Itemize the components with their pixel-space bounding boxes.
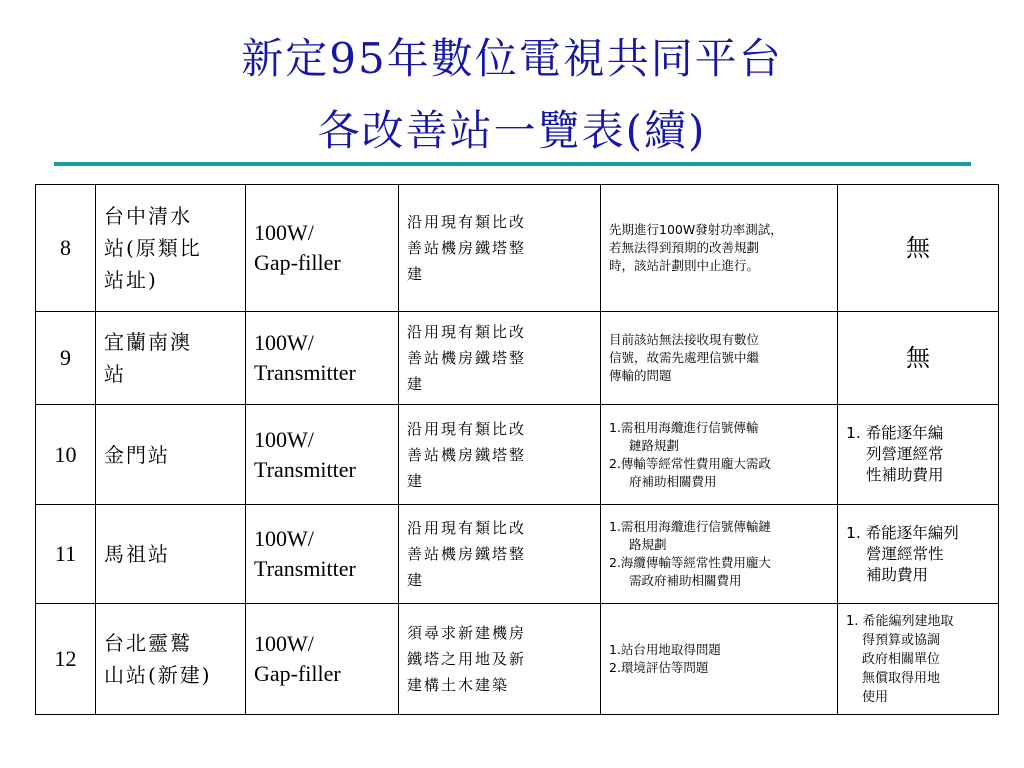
station-name: 宜蘭南澳 站 [96, 312, 246, 405]
station-number: 10 [36, 405, 96, 505]
station-assistance: 無 [838, 185, 999, 312]
station-assistance: 1. 希能編列建地取 得預算或協調 政府相關單位 無償取得用地 使用 [838, 604, 999, 715]
station-issues: 1.需租用海纜進行信號傳輸 鏈路規劃 2.傳輸等經常性費用龐大需政 府補助相關費用 [601, 405, 838, 505]
station-issues: 目前該站無法接收現有數位 信號，故需先處理信號中繼 傳輸的問題 [601, 312, 838, 405]
table-row [36, 405, 999, 505]
station-plan: 沿用現有類比改 善站機房鐵塔整 建 [399, 405, 601, 505]
station-plan: 沿用現有類比改 善站機房鐵塔整 建 [399, 185, 601, 312]
station-plan: 須尋求新建機房 鐵塔之用地及新 建構土木建築 [399, 604, 601, 715]
station-number: 8 [36, 185, 96, 312]
table-row [36, 312, 999, 405]
station-name: 台北靈鷲 山站(新建) [96, 604, 246, 715]
station-plan: 沿用現有類比改 善站機房鐵塔整 建 [399, 312, 601, 405]
station-assistance: 1. 希能逐年編 列營運經常 性補助費用 [838, 405, 999, 505]
station-plan: 沿用現有類比改 善站機房鐵塔整 建 [399, 505, 601, 604]
station-number: 11 [36, 505, 96, 604]
title-divider [54, 162, 971, 166]
station-table [35, 184, 999, 715]
slide-title-line1: 新定95年數位電視共同平台 [241, 34, 783, 83]
station-issues: 先期進行100W發射功率測試， 若無法得到預期的改善規劃 時，該站計劃則中止進行。 [601, 185, 838, 312]
station-power: 100W/ Transmitter [246, 405, 399, 505]
table-row [36, 185, 999, 312]
station-issues: 1.需租用海纜進行信號傳輸鏈 路規劃 2.海纜傳輸等經常性費用龐大 需政府補助相關費用 [601, 505, 838, 604]
station-name: 台中清水 站(原類比 站址) [96, 185, 246, 312]
station-power: 100W/ Gap-filler [246, 604, 399, 715]
station-power: 100W/ Transmitter [246, 312, 399, 405]
station-name: 馬祖站 [96, 505, 246, 604]
station-power: 100W/ Transmitter [246, 505, 399, 604]
station-assistance: 1. 希能逐年編列 營運經常性 補助費用 [838, 505, 999, 604]
station-name: 金門站 [96, 405, 246, 505]
station-power: 100W/ Gap-filler [246, 185, 399, 312]
station-number: 12 [36, 604, 96, 715]
station-assistance: 無 [838, 312, 999, 405]
slide-title-line2: 各改善站一覽表(續) [317, 106, 707, 155]
table-row [36, 505, 999, 604]
station-issues: 1.站台用地取得問題 2.環境評估等問題 [601, 604, 838, 715]
station-number: 9 [36, 312, 96, 405]
table-row [36, 604, 999, 715]
